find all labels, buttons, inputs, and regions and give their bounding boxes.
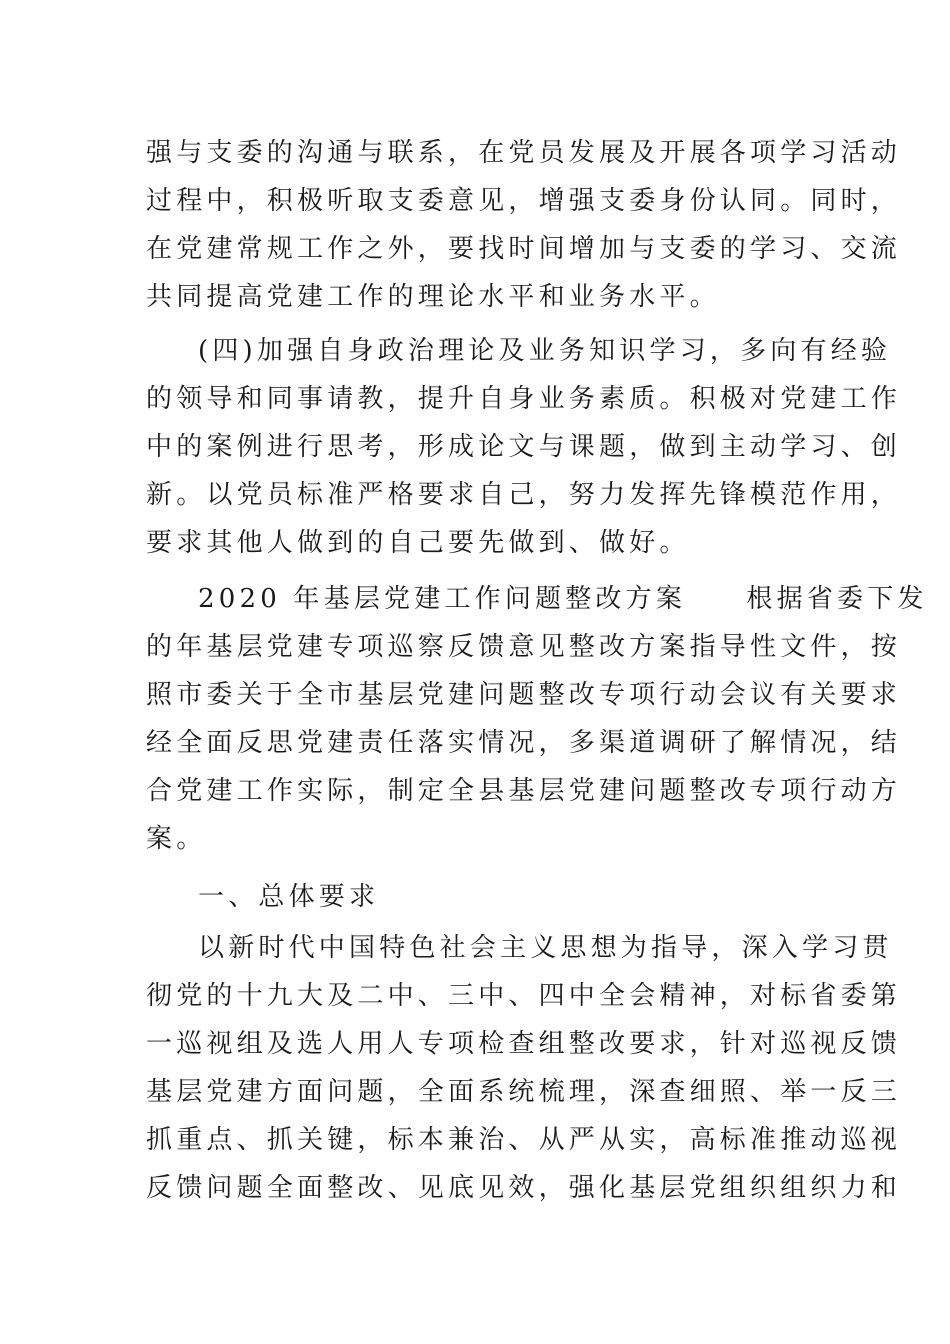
body-text-line: 基层党建方面问题，全面系统梳理，深查细照、举一反三 (146, 1077, 902, 1107)
body-text-line: 新。以党员标准严格要求自己，努力发挥先锋模范作用， (146, 480, 902, 510)
body-text-line: 案。 (146, 824, 207, 854)
paragraph-first-line: (四)加强自身政治理论及业务知识学习，多向有经验 (198, 336, 892, 366)
body-text-line: 反馈问题全面整改、见底见效，强化基层党组织组织力和 (146, 1173, 902, 1203)
body-text-line: 中的案例进行思考，形成论文与课题，做到主动学习、创 (146, 432, 902, 462)
body-text-line: 在党建常规工作之外，要找时间增加与支委的学习、交流 (146, 234, 902, 264)
paragraph-first-line: 以新时代中国特色社会主义思想为指导，深入学习贯 (198, 933, 893, 963)
body-text-line: 的年基层党建专项巡察反馈意见整改方案指导性文件，按 (146, 632, 902, 662)
body-text-line: 经全面反思党建责任落实情况，多渠道调研了解情况，结 (146, 728, 902, 758)
body-text-line: 的领导和同事请教，提升自身业务素质。积极对党建工作 (146, 384, 902, 414)
body-text-line: 合党建工作实际，制定全县基层党建问题整改专项行动方 (146, 776, 902, 806)
body-text-line: 照市委关于全市基层党建问题整改专项行动会议有关要求 (146, 680, 902, 710)
body-text-line: 过程中，积极听取支委意见，增强支委身份认同。同时， (146, 186, 902, 216)
body-text-line: 一巡视组及选人用人专项检查组整改要求，针对巡视反馈 (146, 1029, 902, 1059)
body-text-line: 抓重点、抓关键，标本兼治、从严从实，高标准推动巡视 (146, 1125, 902, 1155)
body-text-line: 强与支委的沟通与联系，在党员发展及开展各项学习活动 (146, 138, 902, 168)
body-text-line: 彻党的十九大及二中、三中、四中全会精神，对标省委第 (146, 981, 902, 1011)
paragraph-first-line: 2020 年基层党建工作问题整改方案 根据省委下发 (198, 584, 928, 614)
body-text-line: 要求其他人做到的自己要先做到、做好。 (146, 528, 690, 558)
section-heading: 一、总体要求 (198, 882, 380, 912)
body-text-line: 共同提高党建工作的理论水平和业务水平。 (146, 282, 720, 312)
